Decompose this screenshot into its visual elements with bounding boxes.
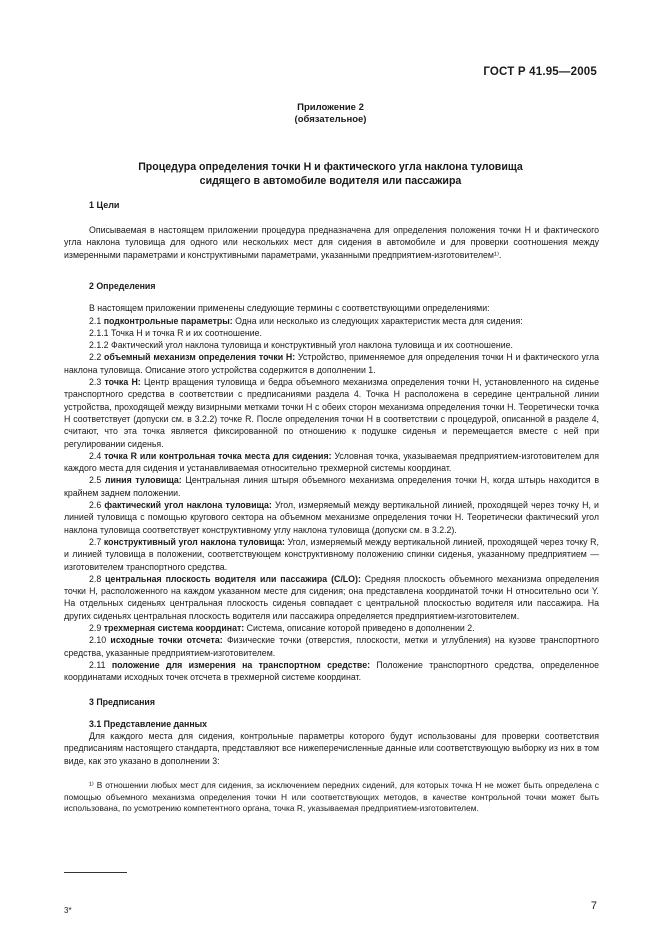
footnote-block (64, 780, 599, 815)
footnote-text: ¹⁾ В отношении любых мест для сидения, за исключением передних сидений, для которых точка H не может быть определена с помощью объемного механизма определения точки H или соответствующих методов, в качестве контрольной точки может быть использована, по усмотрению компетентного органа, точка R, указываемая предприятием-изготовителем. (64, 780, 599, 814)
annex-status: (обязательное) (294, 114, 367, 125)
definition-2-10: 2.10 исходные точки отсчета: Физические точки (отверстия, плоскости, метки и углубления) на кузове транспортного средства, указанные предприятием-изготовителем. (64, 635, 599, 658)
section-2-heading: 2 Определения (89, 281, 156, 291)
title-line-1: Процедура определения точки H и фактического угла наклона туловища (138, 161, 523, 173)
definition-2-5: 2.5 линия туловища: Центральная линия штыря объемного механизма определения точки H, когда штырь находится в крайнем заднем положении. (64, 475, 599, 498)
definition-2-2: 2.2 объемный механизм определения точки H: Устройство, применяемое для определения точки H и фактического угла наклона туловища. Описание этого устройства содержится в дополнении 1. (64, 352, 599, 375)
definition-2-1-2: 2.1.2 Фактический угол наклона туловища и конструктивный угол наклона туловища и их соотношение. (89, 340, 513, 351)
subsection-3-1-text: Для каждого места для сидения, контрольные параметры которого будут использованы для проверки соответствия предписаниям настоящего стандарта, представляют все нижеперечисленные данные или соответствующую выборку из них в том виде, как это указано в дополнении 3: (64, 731, 599, 766)
procedure-title (90, 160, 571, 188)
definitions-intro: В настоящем приложении применены следующие термины с соответствующими определениями: (89, 303, 490, 314)
section-2 (64, 280, 599, 767)
definition-2-8: 2.8 центральная плоскость водителя или пассажира (C/LO): Средняя плоскость объемного механизма определения точки H, расположенного на каждом указанном месте для сидения; она представлена координатой точки H относительно оси Y. На отдельных сиденьях центральная плоскость сиденья совпадает с центральной плоскостью водителя или пассажира. На других сиденьях центральная плоскость водителя или пассажира определяется предприятием-изготовителем. (64, 573, 599, 621)
definition-2-4: 2.4 точка R или контрольная точка места для сидения: Условная точка, указываемая предприятием-изготовителем для каждого места для сидения и устанавливаемая относительно трехмерной системы координат. (64, 450, 599, 474)
standard-code: ГОСТ Р 41.95—2005 (483, 66, 597, 78)
section-1-heading: 1 Цели (89, 200, 120, 210)
annex-title: Приложение 2 (297, 102, 364, 113)
definition-2-7: 2.7 конструктивный угол наклона туловища: Угол, измеряемый между вертикальной линией, проходящей через точку R, и линией туловища в положении, соответствующем конструктивному положению спинки сиденья, указанному предприятием — изготовителем транспортного средства. (64, 536, 599, 572)
definition-2-3: 2.3 точка H: Центр вращения туловища и бедра объемного механизма определения точки H, установленного на сиденье транспортного средства в соответствии с предписаниями раздела 4. Точка H расположена в середине центральной линии устройства, проходящей между визирными метками точки H с обеих сторон механизма определения точки H. Теоретически точка H соответствует (допуски см. в 3.2.2) точке R. После определения точки H в соответствии с процедурой, описанной в разделе 4, считают, что эта точка является фиксированной по отношению к подушке сиденья и перемещается вместе с ней при регулировании сиденья. (64, 377, 599, 449)
definition-2-6: 2.6 фактический угол наклона туловища: Угол, измеряемый между вертикальной линией, проходящей через точку H, и линией туловища с помощью кругового сектора на объемном механизме определения точки H. Теоретически фактический угол наклона туловища соответствует конструктивному углу наклона туловища (допуски см. в 3.2.2). (64, 500, 599, 535)
footnote-divider (64, 872, 127, 873)
title-line-2: сидящего в автомобиле водителя или пассажира (199, 175, 462, 187)
definition-2-9: 2.9 трехмерная система координат: Система, описание которой приведено в дополнении 2. (89, 623, 475, 634)
definition-2-1-1: 2.1.1 Точка H и точка R и их соотношение. (89, 327, 262, 338)
annex-heading (0, 102, 661, 126)
section-1-body (64, 224, 599, 261)
definition-2-1: 2.1 подконтрольные параметры: Одна или несколько из следующих характеристик места для сидения: (89, 315, 523, 326)
section-1-text: Описываемая в настоящем приложении процедура предназначена для определения положения точки H и фактического угла наклона туловища для одного или нескольких мест для сидения в автомобиле и для проверки соотношения между измеренными параметрами и конструктивными параметрами, указанными предприятием-изготовителем¹⁾. (64, 225, 599, 260)
page-footer-mark: 3* (64, 906, 72, 915)
page-number: 7 (590, 900, 597, 912)
section-3-heading: 3 Предписания (89, 696, 155, 707)
definition-2-11: 2.11 положение для измерения на транспортном средстве: Положение транспортного средства, определенное координатами исходных точек отсчета в трехмерной системе координат. (64, 659, 599, 683)
subsection-3-1-heading: 3.1 Представление данных (89, 718, 208, 729)
